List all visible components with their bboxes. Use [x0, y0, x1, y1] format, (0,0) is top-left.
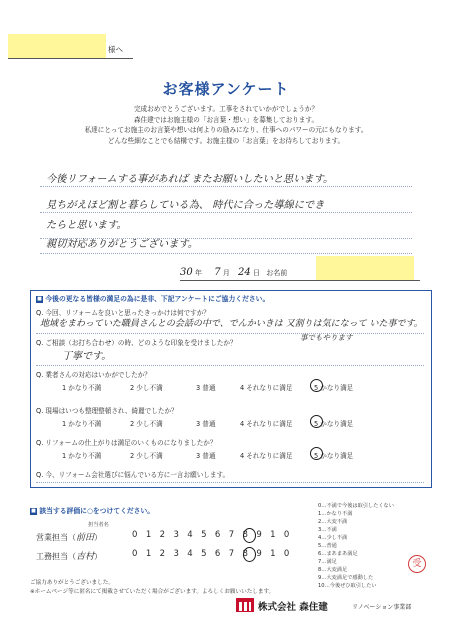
q3-option-1: 1 かなり不満: [62, 384, 102, 392]
legend-item: 9…大変満足で感動した: [318, 575, 374, 581]
question-4: Q. 現場はいつも整理整頓され、綺麗でしたか？: [36, 407, 178, 415]
q5-selected-circle: [310, 447, 323, 460]
footer-thanks: ご協力ありがとうございました。: [30, 580, 114, 586]
date-month-label: 月: [222, 269, 230, 277]
intro-line: 完成おめでとうございます。工事をされていかがでしょうか？: [133, 105, 319, 113]
scale-0: 0: [132, 530, 146, 540]
q4-option-3: 3 普通: [196, 420, 216, 428]
scale-2: 2: [159, 530, 174, 540]
addressee-suffix: 様へ: [108, 45, 123, 54]
redacted-signature-highlight: [316, 256, 414, 280]
scale-2: 2: [159, 549, 174, 559]
scale-6: 6: [214, 549, 229, 559]
legend-item: 6…まあまあ満足: [318, 551, 358, 557]
date-year-label: 年: [194, 269, 202, 277]
answer-line: [36, 365, 424, 366]
question-1-answer: 地域をまわっていた職員さんとの会話の中で、でんかいきは 又割りは気になって いた事です。: [40, 319, 423, 329]
received-seal: [408, 555, 426, 573]
scale-10: 10: [270, 549, 298, 559]
eval-staff-name: 吉村: [76, 552, 95, 562]
received-seal-text: 受: [412, 559, 422, 569]
q3-option-4: 4 それなりに満足: [240, 384, 293, 392]
scale-4: 4: [187, 530, 202, 540]
question-6: Q. 今、リフォーム会社選びに悩んでいる方に一言お願いします。: [36, 471, 230, 479]
intro-line: 私達にとってお施主のお言葉や想いは何よりの励みになり、仕事へのパワーの元にもなります。: [84, 126, 368, 134]
company-name: 株式会社 森住建: [258, 602, 328, 613]
legend-item: 5…普通: [318, 543, 337, 549]
q3-option-2: 2 少し不満: [130, 384, 163, 392]
comment-line: [40, 253, 412, 254]
legend-item: 10…今後ぜひ取引したい: [318, 583, 377, 589]
q4-selected-circle: [310, 415, 323, 428]
q4-option-4: 4 それなりに満足: [240, 420, 293, 428]
scale-9: 9: [256, 530, 271, 540]
comment-handwritten: 見ちがえほど割と暮らしている為、 時代に合った導線にでき: [46, 200, 325, 211]
survey-header-text: 今後の更なる皆様の満足の為に是非、下記アンケートにご協力ください。: [45, 295, 270, 303]
company-logo: [236, 598, 254, 612]
q3-option-5: 5 かなり満足: [314, 384, 354, 392]
question-2-answer-extra: 事でもやります: [300, 333, 353, 342]
footer-disclaimer: ※ホームページ等に匿名にて掲載させていただく場合がございます。よろしくお願いいたします。: [30, 589, 275, 595]
comment-handwritten: たらと思います。: [46, 220, 127, 231]
scale-3: 3: [173, 530, 188, 540]
q5-option-4: 4 それなりに満足: [240, 452, 293, 460]
answer-line: [36, 333, 424, 334]
scale-6: 6: [214, 530, 229, 540]
scale-4: 4: [187, 549, 202, 559]
q4-option-5: 5 かなり満足: [314, 420, 354, 428]
comment-line: [40, 186, 412, 187]
date-underline: [180, 280, 420, 281]
staff-label: 担当者名: [88, 522, 109, 528]
eval-scale-sales: [132, 530, 298, 540]
evaluation-header-text: 該当する評価に○をつけてください。: [39, 507, 155, 515]
scale-7: 7: [228, 549, 243, 559]
q5-option-3: 3 普通: [196, 452, 216, 460]
scale-8: 8: [242, 549, 257, 559]
q3-selected-circle: [310, 379, 323, 392]
intro-line: 森住建ではお施主様の「お言葉・想い」を募集しております。: [133, 115, 319, 124]
survey-header: [36, 293, 269, 303]
legend-item: 4…少し不満: [318, 535, 348, 541]
q5-option-2: 2 少し不満: [130, 452, 163, 460]
date-row: [180, 267, 287, 278]
company-logo-icon: [236, 599, 254, 613]
scale-8: 8: [242, 530, 257, 540]
eval-role: 工務担当: [36, 552, 68, 561]
eval-role: 営業担当: [36, 533, 68, 542]
scale-5: 5: [201, 549, 215, 559]
scale-3: 3: [173, 549, 188, 559]
sales-selected-circle: [243, 528, 256, 543]
eval-staff-name: 前田: [76, 533, 95, 543]
evaluation-header-icon: ■: [31, 507, 36, 514]
question-1: Q. 今回、リフォームを良いと思ったきっかけは何ですか？: [36, 309, 210, 317]
comment-line: [40, 212, 412, 213]
q3-option-3: 3 普通: [196, 384, 216, 392]
scale-7: 7: [228, 530, 243, 540]
comment-handwritten: 今後リフォームする事があれば またお願いしたいと思います。: [46, 174, 334, 185]
scale-0: 0: [132, 549, 146, 559]
legend-item: 0…不満で今後は取引したくない: [318, 503, 394, 509]
q5-option-5: 5 かなり満足: [314, 452, 354, 460]
answer-line: [36, 482, 424, 483]
scale-1: 1: [145, 530, 160, 540]
construction-selected-circle: [243, 547, 256, 562]
scale-1: 1: [145, 549, 160, 559]
scale-9: 9: [256, 549, 271, 559]
legend-item: 8…大変満足: [318, 567, 348, 573]
legend-item: 2…大変不満: [318, 519, 348, 525]
question-5: Q. リフォームの仕上がりは満足のいくものになりましたか？: [36, 439, 217, 447]
evaluation-header: [30, 505, 154, 515]
redacted-name-highlight: [8, 34, 106, 58]
addressee-underline: [8, 58, 133, 59]
question-2: Q. ご相談（お打ち合わせ）の時、どのような印象を受けましたか？: [36, 339, 237, 347]
date-day-label: 日: [253, 269, 261, 277]
eval-row-construction: 工務担当（吉村）: [36, 552, 103, 562]
name-label: お名前: [266, 269, 288, 277]
date-month: 7: [214, 267, 221, 278]
legend-item: 3…不満: [318, 527, 337, 533]
eval-scale-construction: [132, 549, 298, 559]
intro-line: どんな些細なことでも結構です。お施主様の「お言葉」をお待ちしております。: [107, 136, 345, 145]
legend-item: 1…かなり不満: [318, 511, 353, 517]
q5-option-1: 1 かなり不満: [62, 452, 102, 460]
question-2-answer: 丁寧です。: [62, 351, 112, 362]
scale-10: 10: [270, 530, 298, 540]
page-title: お客様アンケート: [162, 80, 290, 98]
survey-header-icon: ■: [37, 295, 42, 302]
q4-option-2: 2 少し不満: [130, 420, 163, 428]
intro-text: [0, 104, 452, 146]
comment-handwritten: 親切対応ありがとうございます。: [46, 239, 198, 250]
eval-row-sales: 営業担当（前田）: [36, 533, 103, 543]
date-day: 24: [238, 267, 251, 278]
question-3: Q. 業者さんの対応はいかがでしたか？: [36, 371, 151, 379]
company-division: リノベーション事業部: [352, 604, 412, 611]
legend-item: 7…満足: [318, 559, 337, 565]
scale-5: 5: [201, 530, 215, 540]
q4-option-1: 1 かなり不満: [62, 420, 102, 428]
date-year: 30: [180, 267, 193, 278]
